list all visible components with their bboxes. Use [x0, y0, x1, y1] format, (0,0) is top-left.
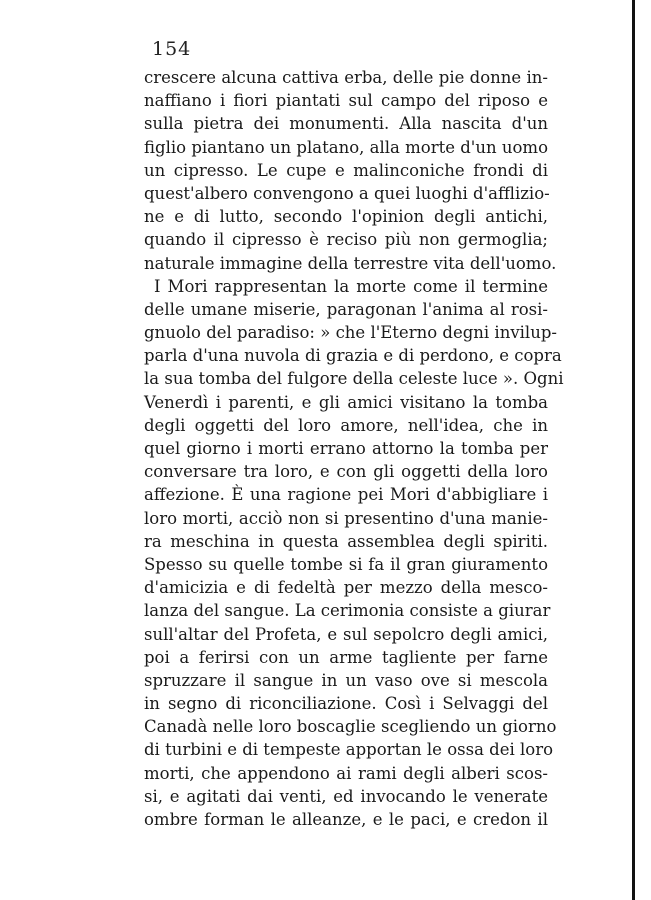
text-line: naturale immagine della terrestre vita dell'uomo. — [144, 253, 557, 273]
text-line: gnuolo del paradiso: » che l'Eterno degni invilup- — [144, 323, 557, 343]
text-line: la sua tomba del fulgore della celeste luce ». Ogni — [144, 369, 564, 389]
text-line: parla d'una nuvola di grazia e di perdono, e copra — [144, 346, 562, 366]
text-line: lanza del sangue. La cerimonia consiste a giurar — [144, 601, 551, 621]
text-line: poi a ferirsi con un arme tagliente per farne — [144, 647, 548, 667]
text-line: quel giorno i morti errano attorno la tomba per — [144, 439, 548, 458]
body-text — [144, 66, 564, 831]
page-edge-rule — [632, 0, 635, 900]
text-line: conversare tra loro, e con gli oggetti della loro — [144, 462, 548, 482]
text-line: ra meschina in questa assemblea degli spiriti. — [144, 531, 548, 551]
text-line: ne e di lutto, secondo l'opinion degli antichi, — [144, 207, 548, 227]
text-line: quando il cipresso è reciso più non germoglia; — [144, 230, 548, 250]
text-line: d'amicizia e di fedeltà per mezzo della mesco- — [144, 578, 548, 598]
text-line: in segno di riconciliazione. Così i Selvaggi del — [144, 694, 548, 714]
text-line: naffiano i fiori piantati sul campo del riposo e — [144, 91, 548, 111]
text-line: Spesso su quelle tombe si fa il gran giuramento — [144, 554, 548, 574]
page-number: 154 — [152, 38, 192, 60]
text-line: quest'albero convengono a quei luoghi d'afflizio- — [144, 183, 550, 203]
text-line: affezione. È una ragione pei Mori d'abbigliare i — [144, 485, 548, 505]
text-line: sull'altar del Profeta, e sul sepolcro degli amici, — [144, 624, 548, 644]
text-line: si, e agitati dai venti, ed invocando le venerate — [144, 786, 548, 806]
text-line: di turbini e di tempeste apportan le ossa dei loro — [144, 740, 554, 760]
text-line: degli oggetti del loro amore, nell'idea, che in — [144, 415, 548, 435]
text-line: Venerdì i parenti, e gli amici visitano la tomba — [144, 392, 548, 412]
text-line: crescere alcuna cattiva erba, delle pie donne in- — [144, 68, 548, 87]
text-line: spruzzare il sangue in un vaso ove si mescola — [144, 670, 548, 690]
text-line: ombre forman le alleanze, e le paci, e credon il — [144, 810, 548, 829]
text-line: I Mori rappresentan la morte come il termine — [154, 276, 548, 296]
text-line: sulla pietra dei monumenti. Alla nascita d'un — [144, 114, 548, 134]
text-line: morti, che appendono ai rami degli alberi scos- — [144, 763, 548, 783]
text-line: loro morti, acciò non si presentino d'una manie- — [144, 508, 548, 528]
text-line: figlio piantano un platano, alla morte d'un uomo — [144, 137, 548, 157]
text-line: Canadà nelle loro boscaglie scegliendo un giorno — [144, 717, 557, 737]
text-line: un cipresso. Le cupe e malinconiche frondi di — [144, 160, 548, 180]
text-line: delle umane miserie, paragonan l'anima al rosi- — [144, 299, 548, 319]
